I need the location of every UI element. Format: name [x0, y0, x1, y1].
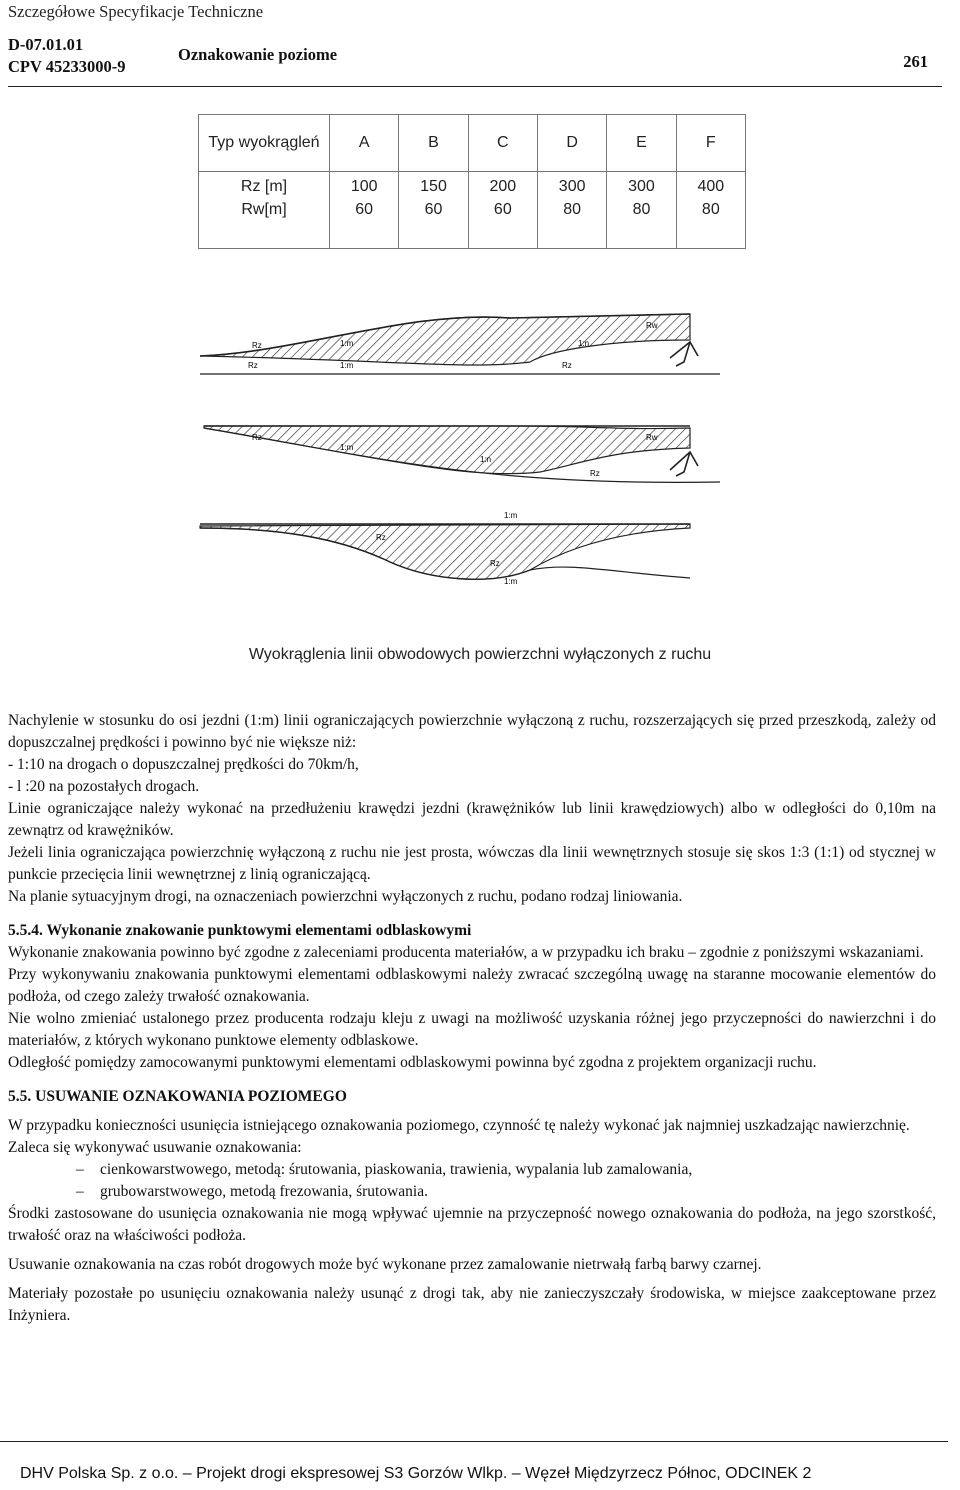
table-cell: 60	[399, 198, 468, 222]
table-cell	[330, 222, 399, 249]
table-cell	[676, 222, 745, 249]
table-cell: 150	[399, 172, 468, 199]
diagram-label: 1:m	[340, 339, 354, 348]
list-dash: –	[76, 1183, 84, 1200]
paragraph: Nie wolno zmieniać ustalonego przez producenta rodzaju kleju z uwagi na możliwość uzyskania różnej jego przyczepności do nawierzchni i do materiałów, z których wykonano punktowe elementy odblaskowe.	[8, 1010, 936, 1049]
paragraph: Usuwanie oznakowania na czas robót drogowych może być wykonane przez zamalowanie nietrwałą farbą barwy czarnej.	[8, 1256, 762, 1273]
table-cell: 300	[607, 172, 676, 199]
traffic-island-rounding-diagram	[190, 300, 750, 600]
diagram-label: 1:n	[578, 339, 590, 348]
table-cell: 60	[330, 198, 399, 222]
diagram-label: Rz	[490, 559, 500, 568]
table-empty-row	[199, 222, 746, 249]
rounding-radius-table	[198, 114, 746, 249]
table-type-cell: E	[607, 115, 676, 172]
table-type-cell: B	[399, 115, 468, 172]
table-cell: 80	[607, 198, 676, 222]
page-footer: DHV Polska Sp. z o.o. – Projekt drogi ekspresowej S3 Gorzów Wlkp. – Węzeł Międzyrzecz Północ, ODCINEK 2	[20, 1465, 812, 1482]
paragraph: Nachylenie w stosunku do osi jezdni (1:m) linii ograniczających powierzchnie wyłączoną z ruchu, rozszerzających się przed przeszkodą, zależy od dopuszczalnej prędkości i powinno być nie większe niż:	[8, 712, 936, 751]
table-type-cell: C	[468, 115, 537, 172]
section-heading: 5.5.4. Wykonanie znakowanie punktowymi elementami odblaskowymi	[8, 922, 472, 939]
diagram-island-a	[200, 314, 720, 374]
paragraph: Wykonanie znakowania powinno być zgodne z zaleceniami producenta materiałów, a w przypadku ich braku – zgodnie z poniższymi wskazaniami.	[8, 944, 924, 961]
paragraph: Zaleca się wykonywać usuwanie oznakowania:	[8, 1139, 302, 1156]
diagram-label: Rz	[562, 361, 572, 370]
diagram-label: Rz	[376, 533, 386, 542]
paragraph: Przy wykonywaniu znakowania punktowymi elementami odblaskowymi należy zwracać szczególną uwagę na staranne mocowanie elementów do podłoża, od czego zależy trwałość oznakowania.	[8, 966, 936, 1005]
diagram-label: 1:m	[340, 361, 354, 370]
header-divider	[8, 86, 942, 87]
table-cell	[537, 222, 606, 249]
cpv-code: CPV 45233000-9	[8, 57, 126, 76]
list-item	[8, 1159, 936, 1181]
table-cell	[399, 222, 468, 249]
diagram-label: Rz	[252, 433, 262, 442]
diagram-label: 1:n	[480, 455, 492, 464]
diagram-label: Rw	[646, 321, 658, 330]
diagram-island-c	[200, 511, 690, 586]
table-cell	[199, 222, 330, 249]
table-row	[199, 198, 746, 222]
paragraph: Środki zastosowane do usunięcia oznakowania nie mogą wpływać ujemnie na przyczepność nowego oznakowania do podłoża, na jego szorstkość, trwałość oraz na właściwości podłoża.	[8, 1205, 936, 1244]
list-item	[8, 1181, 936, 1203]
header-subtitle: Oznakowanie poziome	[178, 45, 338, 64]
diagram-label: 1:m	[340, 443, 354, 452]
table-cell: 200	[468, 172, 537, 199]
table-row	[199, 172, 746, 199]
table-type-cell: A	[330, 115, 399, 172]
paragraph: Odległość pomiędzy zamocowanymi punktowymi elementami odblaskowymi powinna być zgodna z projektem organizacji ruchu.	[8, 1054, 817, 1071]
paragraph: - 1:10 na drogach o dopuszczalnej prędkości do 70km/h,	[8, 756, 359, 773]
spec-code: D-07.01.01	[8, 35, 84, 54]
section-heading: 5.5. USUWANIE OZNAKOWANIA POZIOMEGO	[8, 1088, 347, 1105]
diagram-label: 1:m	[504, 511, 518, 520]
table-cell: 60	[468, 198, 537, 222]
table-header-row	[199, 115, 746, 172]
table-cell	[468, 222, 537, 249]
table-row-label: Rz [m]	[199, 172, 330, 199]
table-cell	[607, 222, 676, 249]
table-cell: 80	[537, 198, 606, 222]
table-row-label: Rw[m]	[199, 198, 330, 222]
table-cell: 300	[537, 172, 606, 199]
table-header-label: Typ wyokrągleń	[199, 115, 330, 172]
paragraph: Materiały pozostałe po usunięciu oznakowania należy usunąć z drogi tak, aby nie zanieczyszczały środowiska, w miejsce zaakceptowane przez Inżyniera.	[8, 1285, 936, 1324]
diagram-label: Rz	[590, 469, 600, 478]
table-cell: 400	[676, 172, 745, 199]
spec-code-block	[8, 34, 125, 78]
paragraph: - l :20 na pozostałych drogach.	[8, 778, 200, 795]
paragraph: Na planie sytuacyjnym drogi, na oznaczeniach powierzchni wyłączonych z ruchu, podano rodzaj liniowania.	[8, 888, 683, 905]
table-type-cell: D	[537, 115, 606, 172]
diagram-label: Rz	[248, 361, 258, 370]
diagram-label: 1:m	[504, 577, 518, 586]
diagram-label: Rz	[252, 341, 262, 350]
paragraph: Jeżeli linia ograniczająca powierzchnię wyłączoną z ruchu nie jest prosta, wówczas dla linii wewnętrznych stosuje się skos 1:3 (1:1) od stycznej w punkcie przecięcia linii wewnętrznej z linią ograniczającą.	[8, 844, 936, 883]
list-dash: –	[76, 1161, 84, 1178]
paragraph: W przypadku konieczności usunięcia istniejącego oznakowania poziomego, czynność tę należy wykonać jak najmniej uszkadzając nawierzchnię.	[8, 1117, 910, 1134]
diagram-label: Rw	[646, 433, 658, 442]
table-cell: 80	[676, 198, 745, 222]
diagram-island-b	[204, 426, 720, 482]
page-number: 261	[903, 52, 928, 71]
table-type-cell: F	[676, 115, 745, 172]
footer-divider	[0, 1441, 948, 1442]
table-cell: 100	[330, 172, 399, 199]
specification-body	[8, 710, 936, 1327]
list-item-text: cienkowarstwowego, metodą: śrutowania, piaskowania, trawienia, wypalania lub zamalowania,	[100, 1161, 693, 1178]
paragraph: Linie ograniczające należy wykonać na przedłużeniu krawędzi jezdni (krawężników lub linii krawędziowych) albo w odległości do 0,10m na zewnątrz od krawężników.	[8, 800, 936, 839]
list-item-text: grubowarstwowego, metodą frezowania, śrutowania.	[100, 1183, 428, 1200]
header-title: Szczegółowe Specyfikacje Techniczne	[8, 2, 264, 21]
figure-caption: Wyokrąglenia linii obwodowych powierzchni wyłączonych z ruchu	[248, 646, 712, 663]
